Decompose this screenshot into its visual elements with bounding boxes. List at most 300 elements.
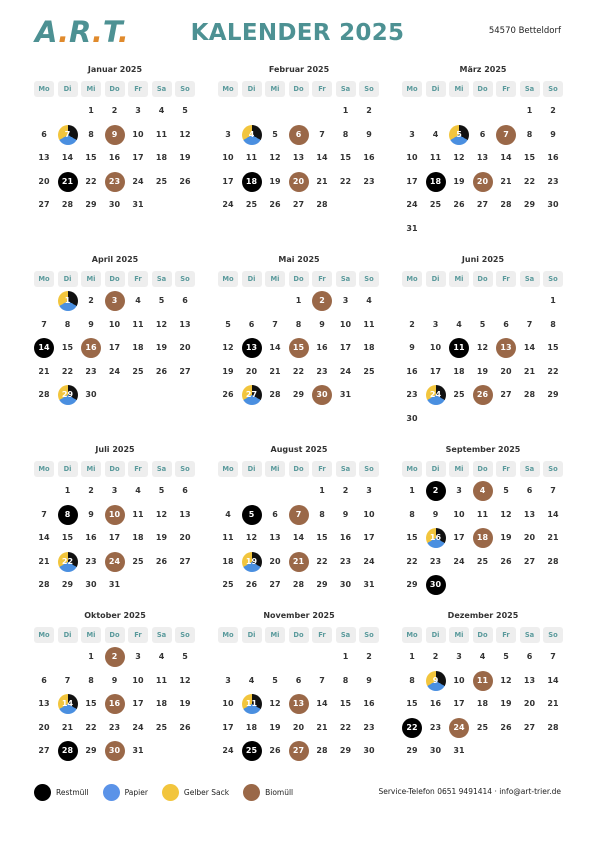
day-number: 3 — [111, 296, 118, 305]
day-number: 24 — [339, 366, 352, 376]
calendar-day — [401, 740, 423, 762]
day-number: 11 — [245, 153, 258, 162]
calendar-day — [217, 670, 239, 692]
weekday-header: Fr — [312, 461, 332, 477]
calendar-day — [264, 171, 286, 193]
calendar-day — [495, 717, 517, 739]
calendar-day — [495, 670, 517, 692]
calendar-day — [542, 504, 564, 526]
legend-item-restmuell — [34, 784, 89, 801]
day-number: 1 — [64, 486, 71, 495]
day-number: 1 — [64, 296, 71, 305]
month-calendar — [218, 65, 380, 209]
calendar-day — [358, 100, 380, 122]
weekday-header: So — [359, 627, 379, 643]
day-number: 8 — [526, 129, 533, 139]
calendar-day — [425, 551, 447, 573]
weekday-header: Mo — [218, 271, 238, 287]
day-number: 11 — [155, 129, 168, 139]
calendar-day — [311, 551, 333, 573]
calendar-day — [401, 147, 423, 169]
calendar-day — [151, 693, 173, 715]
weekday-header: Di — [58, 271, 78, 287]
day-number: 20 — [38, 722, 50, 732]
calendar-day — [495, 171, 517, 193]
day-number: 17 — [108, 343, 121, 352]
calendar-day-restmuell — [241, 337, 263, 359]
calendar-day — [448, 314, 470, 336]
calendar-day — [425, 361, 447, 383]
day-number: 30 — [108, 200, 121, 209]
calendar-day — [311, 361, 333, 383]
calendar-day — [174, 646, 196, 668]
day-number: 30 — [85, 580, 97, 589]
day-number: 2 — [432, 486, 439, 495]
day-number: 27 — [500, 390, 512, 399]
calendar-day — [80, 670, 102, 692]
calendar-day-biomuell — [104, 646, 126, 668]
calendar-day — [495, 551, 517, 573]
day-number: 28 — [61, 200, 74, 209]
calendar-day-restmuell — [425, 171, 447, 193]
calendar-day — [448, 646, 470, 668]
calendar-day — [151, 717, 173, 739]
day-number: 19 — [179, 699, 191, 708]
calendar-day — [127, 171, 149, 193]
calendar-day — [358, 717, 380, 739]
calendar-day — [127, 314, 149, 336]
calendar-day — [127, 693, 149, 715]
day-number: 1 — [409, 486, 415, 495]
calendar-day — [519, 147, 541, 169]
day-number: 18 — [429, 176, 442, 186]
calendar-day — [358, 551, 380, 573]
day-number: 22 — [523, 176, 536, 186]
calendar-day — [472, 646, 494, 668]
calendar-day — [264, 337, 286, 359]
month-title: Oktober 2025 — [84, 611, 146, 620]
calendar-day — [448, 504, 470, 526]
day-number: 11 — [245, 699, 258, 708]
calendar-day — [401, 218, 423, 240]
service-contact: Service-Telefon 0651 9491414 · info@art-trier.de — [378, 787, 561, 796]
day-number: 28 — [523, 390, 536, 399]
calendar-day — [335, 574, 357, 596]
day-number: 25 — [429, 200, 442, 209]
day-number: 2 — [88, 296, 94, 305]
day-number: 14 — [38, 343, 50, 352]
calendar-day — [495, 194, 517, 216]
calendar-day-biomuell — [495, 124, 517, 146]
calendar-day — [358, 290, 380, 312]
calendar-day — [542, 290, 564, 312]
day-number: 3 — [225, 675, 231, 685]
calendar-day — [472, 147, 494, 169]
day-number: 3 — [225, 129, 231, 139]
calendar-day — [241, 670, 263, 692]
weekday-header: Mo — [402, 271, 422, 287]
day-number: 4 — [479, 486, 486, 495]
day-number: 17 — [453, 699, 465, 708]
legend-item-biomuell — [243, 784, 293, 801]
calendar-day — [33, 504, 55, 526]
calendar-day — [401, 551, 423, 573]
day-number: 15 — [85, 699, 97, 708]
calendar-day — [335, 337, 357, 359]
calendar-day — [542, 480, 564, 502]
calendar-day-papier-gelber-sack — [241, 384, 263, 406]
day-number: 2 — [409, 319, 415, 329]
calendar-day — [127, 551, 149, 573]
calendar-day — [401, 124, 423, 146]
calendar-day — [174, 171, 196, 193]
day-number: 7 — [41, 509, 47, 519]
weekday-header: Di — [58, 461, 78, 477]
calendar-day — [472, 361, 494, 383]
day-number: 27 — [38, 200, 50, 209]
calendar-day — [151, 171, 173, 193]
calendar-day — [127, 290, 149, 312]
calendar-day — [151, 480, 173, 502]
weekday-header: Sa — [336, 627, 356, 643]
day-number: 25 — [132, 366, 144, 376]
calendar-day — [425, 314, 447, 336]
day-number: 16 — [406, 366, 418, 376]
calendar-day — [33, 670, 55, 692]
calendar-day — [174, 337, 196, 359]
calendar-day — [104, 337, 126, 359]
day-number: 26 — [500, 556, 512, 566]
day-number: 28 — [316, 200, 328, 209]
calendar-day — [542, 646, 564, 668]
weekday-header: Mo — [218, 81, 238, 97]
day-number: 13 — [38, 153, 50, 162]
day-number: 14 — [316, 153, 328, 162]
calendar-day-restmuell — [33, 337, 55, 359]
day-number: 21 — [38, 366, 50, 376]
day-number: 26 — [245, 580, 258, 589]
calendar-day — [311, 314, 333, 336]
legend — [34, 783, 307, 801]
weekday-header: Sa — [520, 627, 540, 643]
calendar-day-papier-gelber-sack — [241, 124, 263, 146]
day-number: 11 — [132, 509, 144, 519]
day-number: 26 — [222, 390, 234, 399]
day-number: 31 — [453, 746, 465, 755]
day-number: 27 — [476, 200, 489, 209]
day-number: 9 — [409, 343, 415, 352]
weekday-header: Mi — [81, 461, 101, 477]
day-number: 30 — [339, 580, 352, 589]
calendar-day-biomuell — [448, 717, 470, 739]
day-number: 27 — [179, 366, 191, 376]
day-number: 3 — [432, 319, 439, 329]
weekday-header: Di — [242, 271, 262, 287]
calendar-day-papier-gelber-sack — [448, 124, 470, 146]
day-number: 23 — [85, 556, 97, 566]
day-number: 26 — [269, 200, 281, 209]
calendar-day — [264, 670, 286, 692]
day-number: 24 — [406, 200, 418, 209]
day-number: 1 — [88, 106, 94, 115]
weekday-header: Sa — [152, 627, 172, 643]
calendar-day — [311, 194, 333, 216]
day-number: 22 — [61, 556, 74, 566]
calendar-day — [151, 527, 173, 549]
weekday-header: Sa — [520, 81, 540, 97]
day-number: 19 — [476, 366, 489, 376]
day-number: 6 — [41, 129, 47, 139]
weekday-header: Sa — [152, 271, 172, 287]
weekday-header: Mi — [265, 461, 285, 477]
weekday-header: Sa — [336, 271, 356, 287]
day-number: 21 — [61, 722, 74, 732]
day-number: 14 — [292, 533, 305, 542]
calendar-day — [401, 670, 423, 692]
day-number: 18 — [132, 343, 144, 352]
day-number: 1 — [526, 106, 533, 115]
day-number: 3 — [456, 652, 462, 661]
calendar-day-biomuell — [311, 290, 333, 312]
month-calendar — [402, 255, 564, 423]
day-number: 12 — [155, 509, 168, 519]
calendar-day — [335, 171, 357, 193]
day-number: 6 — [526, 486, 533, 495]
calendar-day — [542, 194, 564, 216]
calendar-day — [448, 171, 470, 193]
day-number: 18 — [453, 366, 465, 376]
day-number: 12 — [245, 533, 258, 542]
day-number: 8 — [342, 675, 349, 685]
day-number: 28 — [269, 390, 281, 399]
calendar-day-restmuell — [425, 574, 447, 596]
calendar-day — [335, 527, 357, 549]
weekday-header: Fr — [128, 271, 148, 287]
gelber-sack-dot-icon — [162, 784, 179, 801]
calendar-day — [33, 717, 55, 739]
calendar-day-restmuell — [425, 480, 447, 502]
calendar-day — [401, 574, 423, 596]
calendar-day — [127, 147, 149, 169]
calendar-day — [264, 740, 286, 762]
month-title: April 2025 — [91, 255, 139, 264]
day-number: 11 — [363, 319, 375, 329]
day-number: 3 — [135, 106, 141, 115]
calendar-day — [217, 171, 239, 193]
calendar-day-biomuell — [104, 504, 126, 526]
calendar-day — [217, 717, 239, 739]
day-number: 19 — [453, 176, 465, 186]
day-number: 2 — [111, 106, 118, 115]
weekday-header: So — [359, 81, 379, 97]
day-number: 23 — [108, 176, 121, 186]
calendar-day — [542, 361, 564, 383]
calendar-day — [127, 480, 149, 502]
calendar-day — [127, 124, 149, 146]
day-number: 6 — [479, 129, 486, 139]
calendar-day — [217, 740, 239, 762]
day-number: 17 — [222, 722, 234, 732]
calendar-day — [174, 717, 196, 739]
day-number: 31 — [406, 223, 418, 233]
day-number: 7 — [295, 509, 302, 519]
calendar-day — [217, 124, 239, 146]
calendar-day — [519, 100, 541, 122]
day-number: 4 — [248, 129, 255, 139]
calendar-day — [358, 574, 380, 596]
day-number: 20 — [476, 176, 489, 186]
calendar-day — [264, 527, 286, 549]
calendar-day — [519, 124, 541, 146]
legend-label: Papier — [124, 787, 148, 797]
calendar-day — [335, 314, 357, 336]
calendar-day — [80, 740, 102, 762]
calendar-day — [151, 337, 173, 359]
day-number: 12 — [179, 129, 191, 139]
weekday-header: Mi — [265, 81, 285, 97]
day-number: 28 — [316, 746, 328, 755]
day-number: 19 — [222, 366, 234, 376]
day-number: 7 — [526, 319, 533, 329]
day-number: 3 — [342, 296, 349, 305]
calendar-day — [401, 194, 423, 216]
calendar-day — [519, 194, 541, 216]
calendar-day — [495, 693, 517, 715]
day-number: 29 — [316, 580, 328, 589]
day-number: 2 — [111, 652, 118, 661]
calendar-day — [33, 194, 55, 216]
day-number: 4 — [135, 486, 141, 495]
day-number: 1 — [295, 296, 302, 305]
calendar-day — [80, 717, 102, 739]
calendar-day — [448, 361, 470, 383]
day-number: 28 — [547, 556, 559, 566]
calendar-day — [495, 504, 517, 526]
calendar-day — [542, 384, 564, 406]
calendar-day — [542, 717, 564, 739]
day-number: 5 — [456, 129, 462, 139]
calendar-day — [288, 290, 310, 312]
day-number: 1 — [319, 486, 325, 495]
weekday-header: Fr — [312, 271, 332, 287]
calendar-day — [335, 361, 357, 383]
weekday-header: Fr — [496, 627, 516, 643]
day-number: 15 — [523, 153, 536, 162]
day-number: 21 — [500, 176, 512, 186]
calendar-day — [448, 480, 470, 502]
day-number: 27 — [38, 746, 50, 755]
calendar-day — [174, 504, 196, 526]
restmuell-dot-icon — [34, 784, 51, 801]
calendar-day-biomuell — [104, 290, 126, 312]
day-number: 28 — [38, 390, 50, 399]
day-number: 5 — [503, 652, 509, 661]
day-number: 15 — [547, 343, 559, 352]
calendar-day — [104, 527, 126, 549]
calendar-day — [288, 194, 310, 216]
day-number: 16 — [363, 699, 375, 708]
calendar-day-biomuell — [288, 740, 310, 762]
calendar-day — [358, 740, 380, 762]
calendar-day — [519, 504, 541, 526]
calendar-day — [358, 124, 380, 146]
calendar-day — [425, 693, 447, 715]
day-number: 19 — [269, 176, 281, 186]
day-number: 20 — [292, 176, 305, 186]
calendar-day — [80, 384, 102, 406]
weekday-header: Fr — [496, 271, 516, 287]
calendar-day — [33, 740, 55, 762]
calendar-day — [104, 314, 126, 336]
calendar-day — [33, 693, 55, 715]
calendar-day-restmuell — [241, 740, 263, 762]
calendar-day — [217, 527, 239, 549]
calendar-day — [264, 147, 286, 169]
month-calendar — [34, 611, 196, 755]
calendar-day — [425, 646, 447, 668]
calendar-day — [448, 740, 470, 762]
day-number: 7 — [64, 675, 71, 685]
calendar-day — [80, 290, 102, 312]
day-number: 27 — [523, 722, 536, 732]
calendar-day — [401, 361, 423, 383]
calendar-day-biomuell — [288, 337, 310, 359]
day-number: 13 — [179, 509, 191, 519]
day-number: 15 — [316, 533, 328, 542]
day-number: 1 — [550, 296, 556, 305]
day-number: 5 — [158, 486, 165, 495]
weekday-header: Mo — [218, 461, 238, 477]
day-number: 13 — [500, 343, 512, 352]
weekday-header: So — [543, 81, 563, 97]
day-number: 20 — [179, 533, 191, 542]
day-number: 30 — [108, 746, 121, 755]
calendar-day — [80, 480, 102, 502]
day-number: 13 — [269, 533, 281, 542]
calendar-day — [311, 504, 333, 526]
calendar-day — [127, 337, 149, 359]
weekday-header: Mi — [449, 271, 469, 287]
day-number: 26 — [179, 176, 191, 186]
day-number: 8 — [295, 319, 302, 329]
day-number: 16 — [429, 533, 442, 542]
day-number: 15 — [61, 533, 74, 542]
day-number: 29 — [85, 746, 97, 755]
calendar-day — [264, 504, 286, 526]
day-number: 16 — [547, 153, 559, 162]
calendar-day — [472, 124, 494, 146]
day-number: 9 — [88, 319, 94, 329]
day-number: 15 — [339, 153, 352, 162]
calendar-day-biomuell — [472, 527, 494, 549]
month-calendar — [402, 65, 564, 233]
weekday-header: Mi — [81, 81, 101, 97]
calendar-day — [425, 194, 447, 216]
calendar-day — [472, 717, 494, 739]
day-number: 6 — [41, 675, 47, 685]
calendar-day — [519, 646, 541, 668]
calendar-day — [519, 717, 541, 739]
day-number: 29 — [547, 390, 559, 399]
day-number: 18 — [222, 556, 234, 566]
day-number: 19 — [500, 533, 512, 542]
calendar-day-papier-gelber-sack — [57, 384, 79, 406]
calendar-day — [104, 574, 126, 596]
day-number: 21 — [547, 533, 559, 542]
month-calendar — [34, 445, 196, 589]
calendar-day-papier-gelber-sack — [57, 290, 79, 312]
calendar-day — [335, 693, 357, 715]
